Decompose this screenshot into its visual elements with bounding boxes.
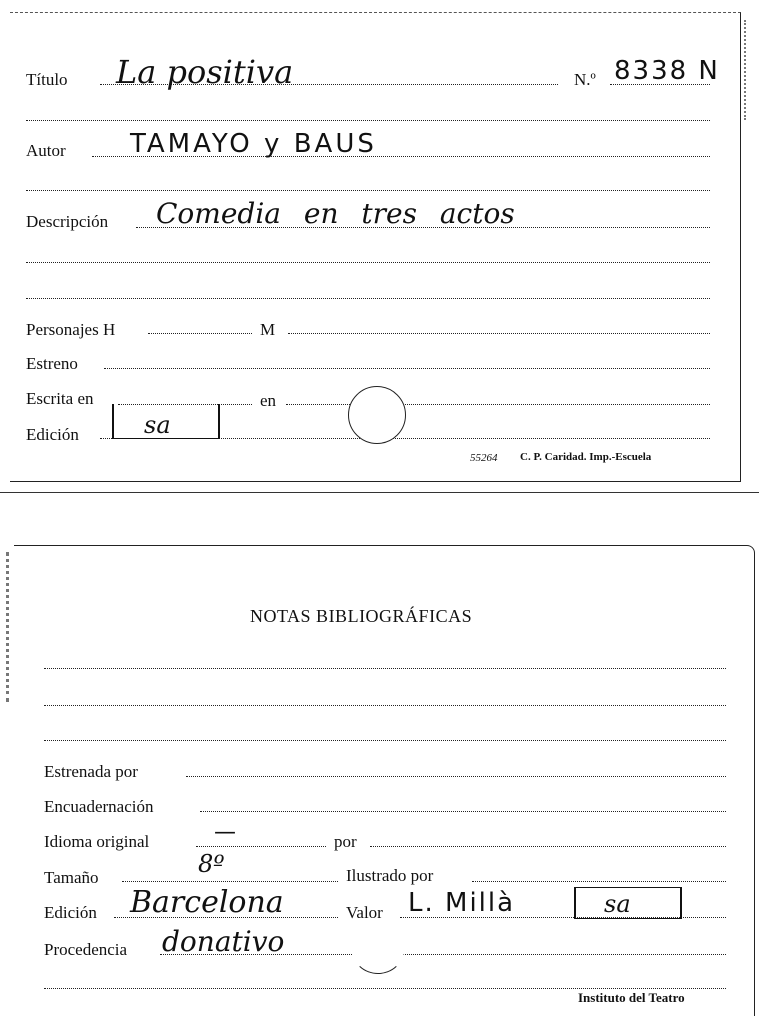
blank-line [26, 262, 710, 263]
escrita-en-label: en [260, 391, 277, 410]
blank-line [44, 740, 726, 741]
valor-handwritten: L. Millà [408, 888, 516, 918]
idioma-label: Idioma original [44, 832, 150, 851]
estrenada-label: Estrenada por [44, 762, 138, 781]
titulo-handwritten: La positiva [116, 53, 294, 91]
blank-line [26, 190, 710, 191]
encuadernacion-line [200, 811, 726, 812]
estrenada-line [186, 776, 726, 777]
idioma-handwritten: — [214, 820, 236, 845]
notas-heading: NOTAS BIBLIOGRÁFICAS [250, 606, 473, 626]
procedencia-label: Procedencia [44, 940, 128, 959]
encuadernacion-label: Encuadernación [44, 797, 154, 816]
tamano-line [122, 881, 338, 882]
procedencia-handwritten: donativo [162, 925, 285, 958]
tamano-label: Tamaño [44, 868, 99, 887]
scan-edge-noise [744, 20, 746, 120]
valor-bracket-text: sa [604, 890, 631, 918]
edicion-back-handwritten: Barcelona [130, 885, 284, 920]
blank-line [44, 668, 726, 669]
blank-line [44, 705, 726, 706]
edicion-handwritten: sa [144, 411, 171, 439]
por-label: por [334, 832, 357, 851]
titulo-label: Título [26, 70, 68, 89]
ilustrado-label: Ilustrado por [346, 866, 434, 885]
autor-label: Autor [26, 141, 66, 160]
ilustrado-line [472, 881, 726, 882]
printer-name: C. P. Caridad. Imp.-Escuela [520, 451, 652, 463]
escrita-label: Escrita en [26, 389, 94, 408]
blank-line [26, 298, 710, 299]
numero-label: N.º [574, 70, 596, 89]
tamano-handwritten: 8º [198, 850, 225, 878]
scan-edge-noise [6, 552, 9, 702]
institution-footer: Instituto del Teatro [578, 990, 685, 1005]
personajes-label: Personajes H [26, 320, 116, 339]
autor-handwritten: TAMAYO y BAUS [130, 129, 377, 159]
printer-code: 55264 [470, 452, 498, 464]
por-line [370, 846, 726, 847]
valor-label: Valor [346, 903, 383, 922]
punch-hole [352, 926, 404, 974]
personajes-m-label: M [260, 320, 276, 339]
estreno-line [104, 368, 710, 369]
descripcion-label: Descripción [26, 212, 109, 231]
descripcion-handwritten: Comedia en tres actos [156, 197, 515, 230]
card-divider-line [0, 492, 759, 493]
personajes-h-line [148, 333, 252, 334]
edicion-back-label: Edición [44, 903, 97, 922]
blank-line [26, 120, 710, 121]
punch-hole [348, 386, 406, 444]
numero-handwritten: 8338 N [614, 56, 720, 86]
edicion-label: Edición [26, 425, 79, 444]
estreno-label: Estreno [26, 354, 78, 373]
idioma-line [196, 846, 326, 847]
blank-line [44, 988, 726, 989]
personajes-m-line [288, 333, 710, 334]
